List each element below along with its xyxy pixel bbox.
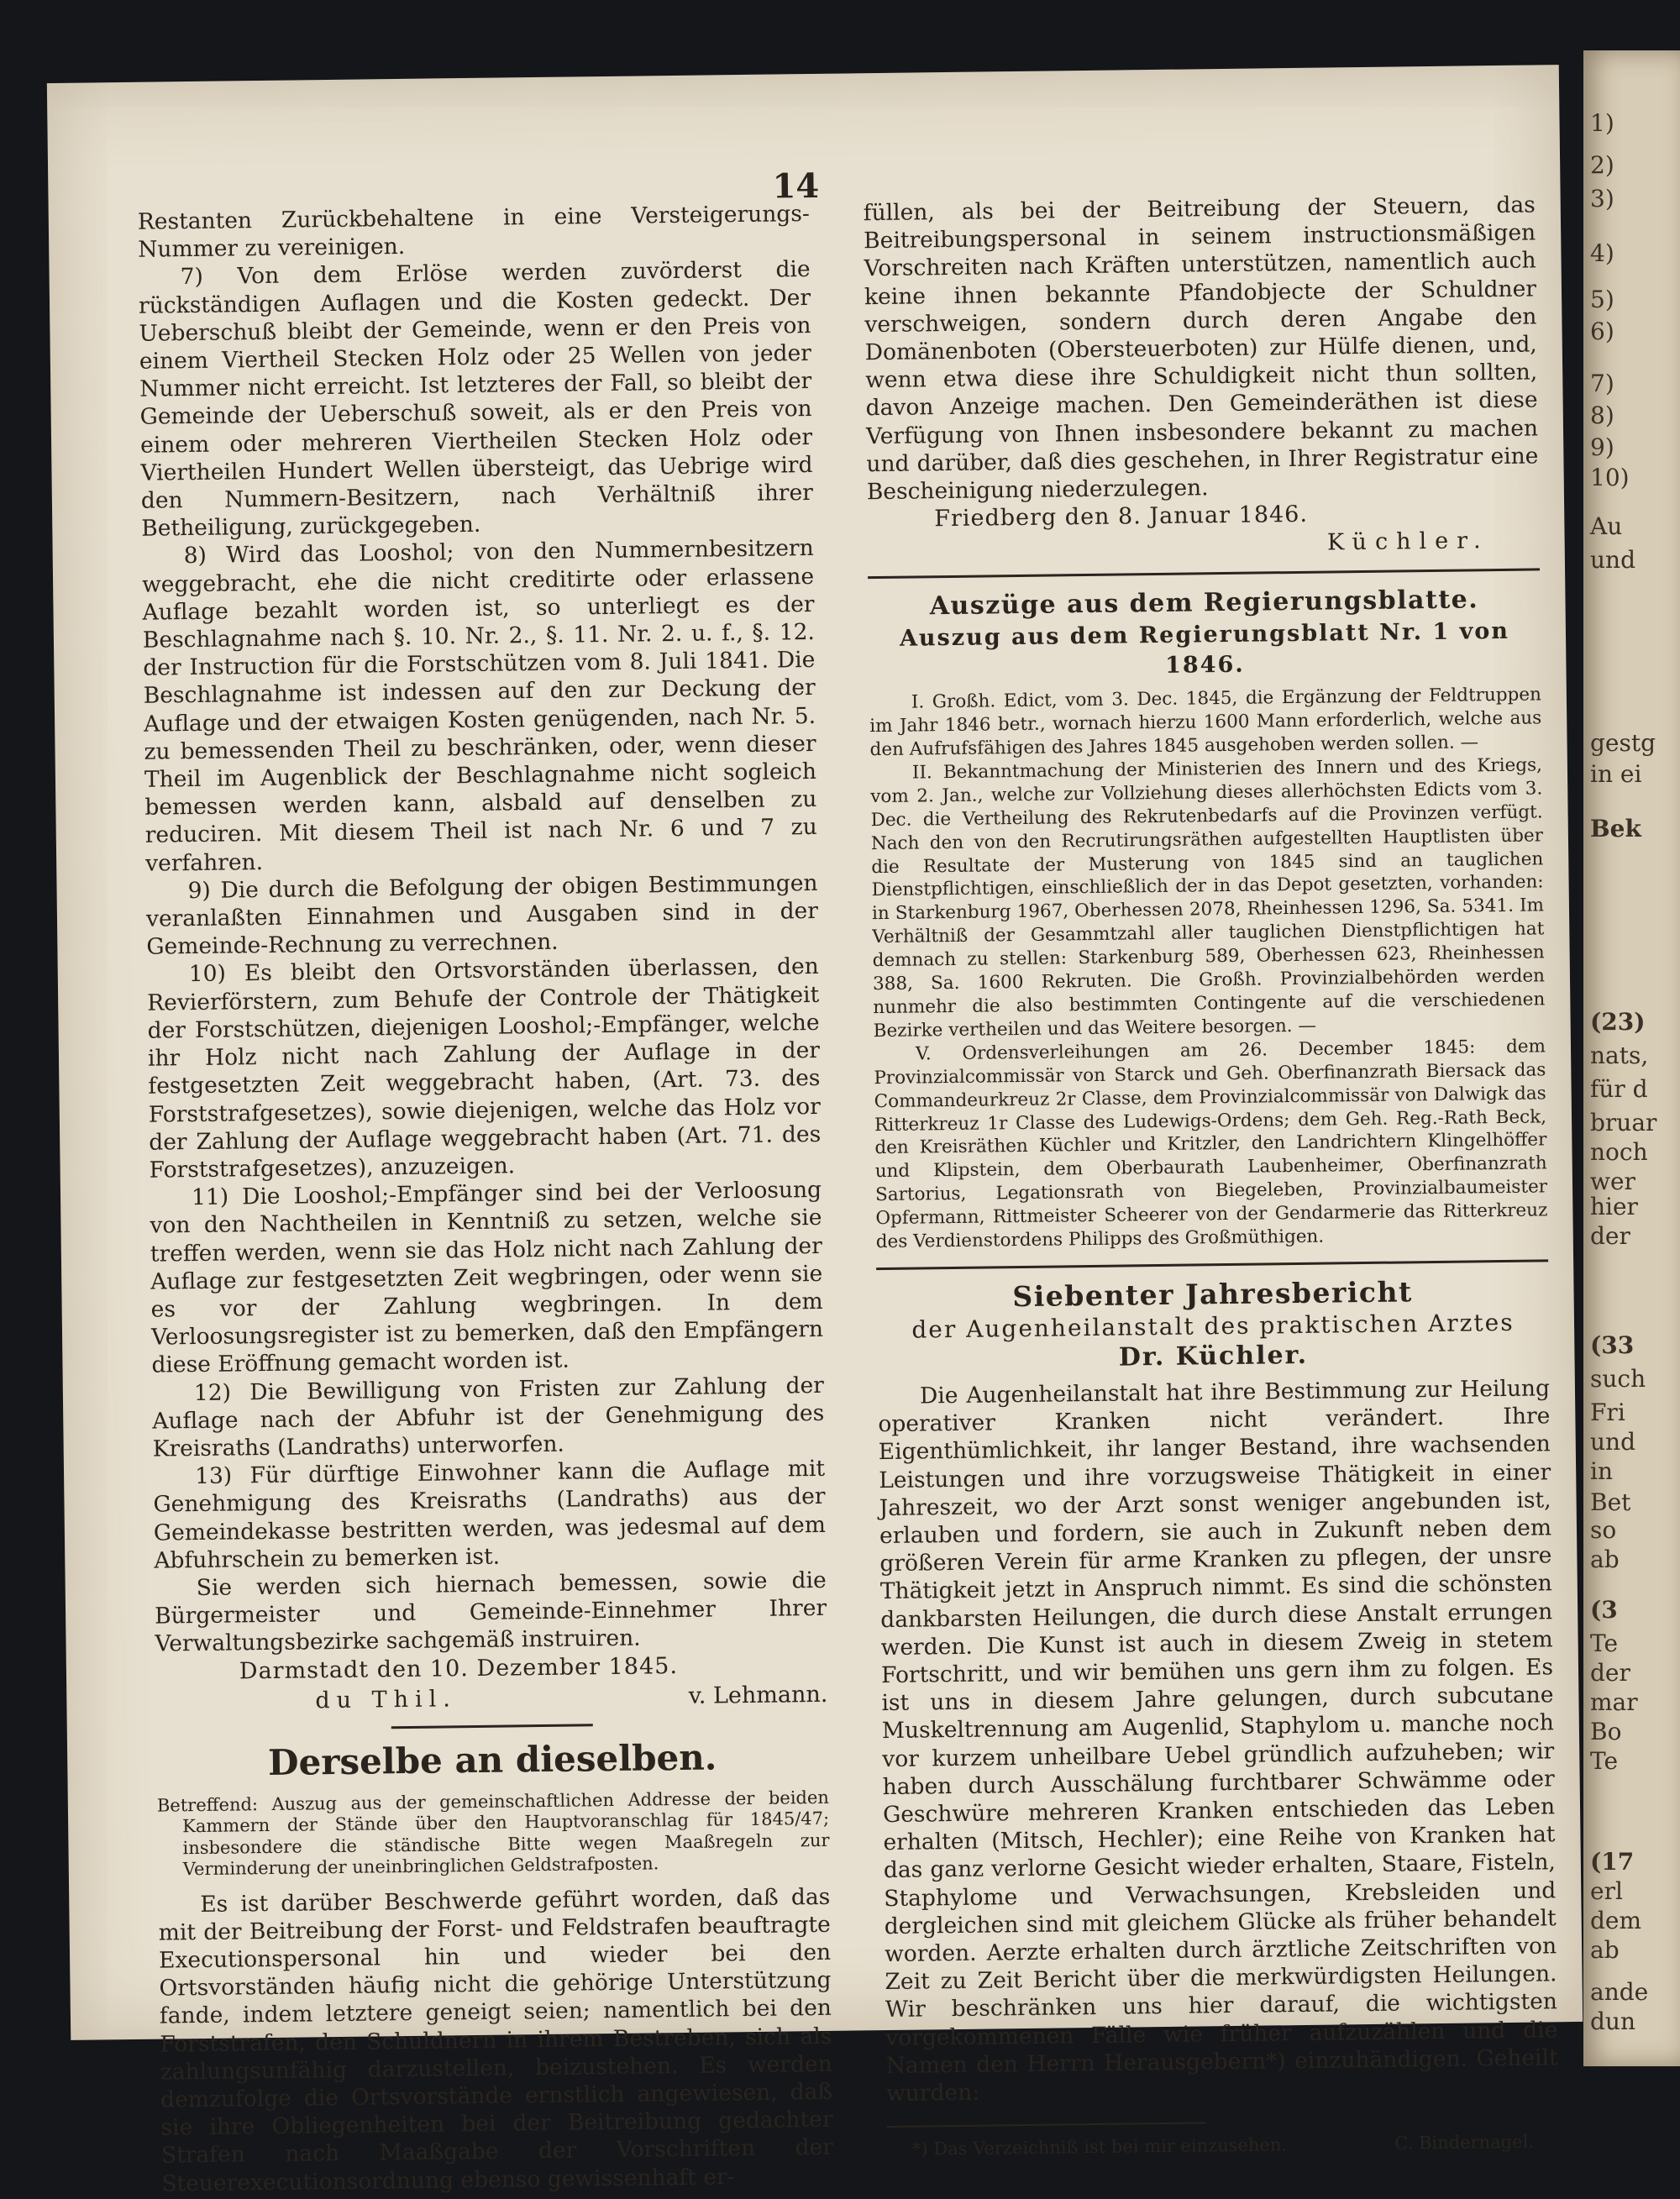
- paragraph-9: 9) Die durch die Befolgung der obigen Bestimmungen veranlaßten Einnahmen und Ausgaben sind in der Gemeinde-Rechnung zu verrechnen.: [145, 869, 819, 960]
- section-subheading: Auszug aus dem Regierungsblatt Nr. 1 von 1846.: [899, 618, 1510, 680]
- footnote-signature: C. Bindernagel.: [1394, 2131, 1535, 2154]
- next-page-fragment: erl: [1590, 1877, 1623, 1905]
- signature-lehmann: v. Lehmann.: [688, 1681, 828, 1709]
- divider: [391, 1724, 593, 1729]
- date-line: Friedberg den 8. Januar 1846.: [934, 501, 1309, 533]
- next-page-fragment: dun: [1590, 2007, 1635, 2035]
- footnote: [887, 2130, 1559, 2162]
- next-page-fragment: gestg: [1590, 729, 1656, 757]
- paragraph-11: 11) Die Looshol;-Empfänger sind bei der Verloosung von den Nachtheilen in Kenntniß zu setzen, welche sie treffen werden, wenn sie das Holz nicht nach Zahlung der Auflage zur festgesetzten Zeit wegbringen, oder wenn sie es vor der Zahlung wegbringen. In dem Verloosungsregister ist zu bemerken, daß den Empfängern diese Eröffnung gemacht worden ist.: [150, 1177, 824, 1379]
- divider: [876, 1259, 1548, 1270]
- paragraph-7: 7) Von dem Erlöse werden zuvörderst die rückständigen Auflagen und die Kosten gedeckt. Der Ueberschuß bleibt der Gemeinde, wenn er den Preis von einem Viertheil Stecken Holz oder 25 Wellen von jeder Nummer nicht erreicht. Ist letzteres der Fall, so bleibt der Gemeinde der Ueberschuß soweit, als er den Preis von einem oder mehreren Viertheilen Stecken Holz oder Viertheilen Hundert Wellen übersteigt, das Uebrige wird den Nummern-Besitzern, nach Verhältniß ihrer Betheiligung, zurückgegeben.: [138, 256, 814, 542]
- next-page-fragment: mar: [1590, 1688, 1638, 1716]
- paragraph-13: 13) Für dürftige Einwohner kann die Auflage mit Genehmigung des Kreisraths (Landraths) aus der Gemeindekasse bestritten werden, was jedesmal auf dem Abfuhrschein zu bemerken ist.: [153, 1456, 827, 1574]
- next-page-fragment: und: [1590, 1428, 1635, 1456]
- next-page-fragment: 6): [1590, 318, 1614, 345]
- next-page-fragment: 5): [1590, 286, 1614, 313]
- next-page-fragment: wer: [1590, 1168, 1635, 1195]
- betreffend-note: Betreffend: Auszug aus der gemeinschaftlichen Addresse der beiden Kammern der Stände über den Hauptvoranschlag für 1845/47; insbesondere die ständische Bitte wegen Maaßregeln zur Verminderung der uneinbringlichen Geldstrafposten.: [156, 1787, 830, 1880]
- next-page-fragment: 10): [1590, 464, 1630, 491]
- next-page-fragment: noch: [1590, 1138, 1648, 1166]
- next-page-fragment: ab: [1590, 1546, 1620, 1573]
- document-page: [47, 65, 1583, 2197]
- next-page-fragment: Fri: [1590, 1399, 1625, 1426]
- signature-kuechler: Küchler.: [1326, 527, 1489, 556]
- right-column: [864, 191, 1559, 2161]
- next-page-fragment: (23): [1590, 1008, 1646, 1036]
- next-page-fragment: in ei: [1590, 760, 1642, 788]
- next-page-fragment: 4): [1590, 239, 1614, 267]
- paragraph-10: 10) Es bleibt den Ortsvorständen überlassen, den Revierförstern, zum Behufe der Controle der Thätigkeit der Forstschützen, diejenigen Looshol;-Empfänger, welche ihr Holz nicht nach Zahlung der Auflage in der festgesetzten Zeit weggebracht haben, (Art. 73. des Forststrafgesetzes), sowie diejenigen, welche das Holz vor der Zahlung der Auflage weggebracht haben (Art. 71. des Forststrafgesetzes), anzuzeigen.: [147, 953, 822, 1183]
- next-page-fragment: Bek: [1590, 815, 1641, 842]
- paragraph: Restanten Zurückbehaltene in eine Versteigerungs-Nummer zu vereinigen.: [137, 201, 810, 263]
- paragraph: Die Augenheilanstalt hat ihre Bestimmung zur Heilung operativer Kranken nicht verändert. Ihre Eigenthümlichkeit, ihr langer Bestand, ihre wachsenden Leistungen und ihre vorzugsweise Thätigkeit in einer Jahreszeit, wo der Arzt sonst weniger angebunden ist, erlauben und fordern, sie auch in Zukunft neben dem größeren Verein für arme Kranken zu pflegen, der unsre Thätigkeit jetzt in Anspruch nimmt. Es sind die schönsten dankbarsten Heilungen, die durch diese Anstalt errungen werden. Die Kunst ist auch in diesem Zweig in stetem Fortschritt, und wir bemühen uns gern ihm zu folgen. Es ist uns in diesem Jahre gelungen, durch subcutane Muskeltrennung am Augenlid, Staphylom u. manche noch vor kurzem unheilbare Uebel gründlich aufzuheben; wir haben durch Ausschälung furchtbarer Schwämme oder Geschwüre mehreren Kranken entschieden das Leben erhalten (Mitsch, Hechler); eine Reihe von Kranken hat das ganz verlorne Gesicht wieder erhalten, Staare, Fisteln, Staphylome und Verwachsungen, Krebsleiden und dergleichen sind mit gleichem Glücke als früher behandelt worden. Aerzte erhalten durch ärztliche Zeitschriften von Zeit zu Zeit Bericht über die merkwürdigsten Heilungen. Wir beschränken uns hier darauf, die wichtigsten vorgekommenen Fälle wie früher aufzuzählen und die Namen den Herrn Herausgebern*) einzuhändigen. Geheilt wurden:: [878, 1375, 1558, 2107]
- left-column: [138, 200, 834, 2197]
- regierungsblatt-item: II. Bekanntmachung der Ministerien des Innern und des Kriegs, vom 2. Jan., welche zur Vollziehung dieses allerhöchsten Edicts vom 3. Dec. die Vertheilung des Rekrutenbedarfs auf die Provinzen verfügt. Nach den von den Recrutirungsräthen aufgestellten Hauptlisten über die Resultate der Musterung von 1845 sind an tauglichen Dienstpflichtigen, einschließlich der in das Depot gesetzten, vorhanden: in Starkenburg 1967, Oberhessen 2078, Rheinhessen 1296, Sa. 5341. Im Verhältniß der Gesammtzahl aller tauglichen Dienstpflichtigen hat demnach zu stellen: Starkenburg 589, Oberhessen 623, Rheinhessen 388, Sa. 1600 Rekruten. Die Großh. Provinzialbehörden werden nunmehr die also bestimmten Contingente auf die verschiedenen Bezirke vertheilen und das Weitere besorgen. —: [870, 754, 1546, 1042]
- next-page-fragment: und: [1590, 546, 1635, 574]
- next-page-fragment: bruar: [1590, 1109, 1657, 1136]
- next-page-fragment: 2): [1590, 151, 1614, 179]
- next-page-fragment: so: [1590, 1516, 1617, 1544]
- divider: [868, 569, 1540, 580]
- section-heading: Auszüge aus dem Regierungsblatte.: [929, 585, 1479, 622]
- footnote-divider: [887, 2123, 1206, 2128]
- next-page-fragment: 1): [1590, 109, 1614, 137]
- section-heading: Derselbe an dieselben.: [267, 1736, 717, 1783]
- next-page-fragment: such: [1590, 1365, 1646, 1393]
- regierungsblatt-item: I. Großh. Edict, vom 3. Dec. 1845, die Ergänzung der Feldtruppen im Jahr 1846 betr., wornach hierzu 1600 Mann erforderlich, welche aus den Aufrufsfähigen des Jahres 1845 ausgehoben werden sollen. —: [869, 684, 1542, 761]
- next-page-fragment: in: [1590, 1457, 1613, 1485]
- next-page-fragment: für d: [1590, 1075, 1648, 1103]
- section-subheading: der Augenheilanstalt des praktischen Arztes: [911, 1308, 1515, 1344]
- page-number: 14: [772, 165, 820, 207]
- date-line: Darmstadt den 10. Dezember 1845.: [239, 1652, 679, 1684]
- next-page-fragment: (33: [1590, 1331, 1635, 1359]
- next-page-fragment: (17: [1590, 1848, 1635, 1876]
- paragraph-12: 12) Die Bewilligung von Fristen zur Zahlung der Auflage nach der Abfuhr ist der Genehmigung des Kreisraths (Landraths) unterworfen.: [152, 1372, 825, 1462]
- next-page-fragment: nats,: [1590, 1042, 1649, 1069]
- section-heading: Siebenter Jahresbericht: [1012, 1275, 1413, 1314]
- next-page-fragment: der: [1590, 1222, 1630, 1250]
- regierungsblatt-item: V. Ordensverleihungen am 26. December 1845: dem Provinzialcommissär von Starck und Geh. Oberfinanzrath Biersack das Commandeurkreuz 2r Classe, dem Provinzialcommissär von Dalwigk das Ritterkreuz 1r Classe des Ludewigs-Ordens; dem Geh. Reg.-Rath Beck, den Kreisräthen Küchler und Kritzler, den Landrichtern Klingelhöffer und Klipstein, dem Oberbaurath Laubenheimer, Oberfinanzrath Sartorius, Legationsrath von Biegeleben, Provinzialbaumeister Opfermann, Rittmeister Scheerer von der Gendarmerie das Ritterkreuz des Verdienstordens Philipps des Großmüthigen.: [874, 1036, 1548, 1253]
- next-page-fragment: Bo: [1590, 1718, 1622, 1745]
- signature-du-thil: du Thil.: [315, 1685, 458, 1714]
- next-page-fragment: ab: [1590, 1936, 1620, 1964]
- paragraph: Es ist darüber Beschwerde geführt worden, daß das mit der Beitreibung der Forst- und Feldstrafen beauftragte Executionspersonal hin und wieder bei den Ortsvorständen häufig nicht die gehörige Unterstützung fande, indem letztere geneigt seien; namentlich bei den Forststrafen, den Schuldnern in ihrem Bestreben, sich als zahlungsunfähig darzustellen, beizustehen. Es werden demzufolge die Ortsvorstände ernstlich angewiesen, daß sie ihre Obliegenheiten bei der Beitreibung gedachter Strafen nach Maaßgabe der Vorschriften der Steuerexecutionsordnung ebenso gewissenhaft er-: [158, 1883, 834, 2197]
- next-page-fragment: ande: [1590, 1978, 1649, 2006]
- next-page-fragment: 3): [1590, 185, 1614, 213]
- next-page-fragment: Au: [1590, 512, 1623, 540]
- next-page-fragment: (3: [1590, 1596, 1618, 1624]
- paragraph: füllen, als bei der Beitreibung der Steuern, das Beitreibungspersonal in seinem instructionsmäßigen Vorschreiten nach Kräften unterstützen, namentlich auch keine ihnen bekannte Pfandobjecte der Schuldner verschweigen, sondern durch deren Angabe den Domänenboten (Obersteuerboten) zur Hülfe dienen, und, wenn etwa diese ihre Schuldigkeit nicht thun sollten, davon Anzeige machen. Den Gemeinderäthen ist diese Verfügung von Ihnen insbesondere bekannt zu machen und darüber, daß dies geschehen, in Ihrer Registratur eine Bescheinigung niederzulegen.: [863, 192, 1539, 506]
- next-page-fragment: Te: [1590, 1747, 1619, 1775]
- paragraph-8: 8) Wird das Looshol; von den Nummernbesitzern weggebracht, ehe die nicht creditirte oder erlassene Auflage bezahlt worden ist, so unterliegt es der Beschlagnahme nach §. 10. Nr. 2., §. 11. Nr. 2. u. f., §. 12. der Instruction für die Forstschützen vom 8. Juli 1841. Die Beschlagnahme ist indessen auf den zur Deckung der Auflage und der etwaigen Kosten genügenden, nach Nr. 5. zu bemessenden Theil zu beschränken, oder, wenn dieser Theil im Augenblick der Beschlagnahme nicht sogleich bemessen werden kann, alsbald auf denselben zu reduciren. Mit diesem Theil ist nach Nr. 6 und 7 zu verfahren.: [141, 535, 817, 877]
- next-page-fragment: der: [1590, 1659, 1630, 1687]
- paragraph-closing: Sie werden sich hiernach bemessen, sowie die Bürgermeister und Gemeinde-Einnehmer Ihrer Verwaltungsbezirke sachgemäß instruiren.: [154, 1567, 827, 1658]
- next-page-fragment: dem: [1590, 1907, 1642, 1934]
- next-page-fragment: 7): [1590, 370, 1614, 397]
- next-page-fragment: hier: [1590, 1193, 1638, 1220]
- next-page-fragment: 9): [1590, 433, 1614, 461]
- next-page-fragment: Bet: [1590, 1488, 1631, 1516]
- section-subheading: Dr. Küchler.: [1118, 1340, 1309, 1372]
- signature-line: [155, 1680, 827, 1717]
- next-page-fragment: Te: [1590, 1630, 1619, 1657]
- footnote-text: *) Das Verzeichniß ist bei mir einzusehen.: [911, 2134, 1288, 2160]
- next-page-edge: [1583, 50, 1680, 2066]
- next-page-fragment: 8): [1590, 401, 1614, 429]
